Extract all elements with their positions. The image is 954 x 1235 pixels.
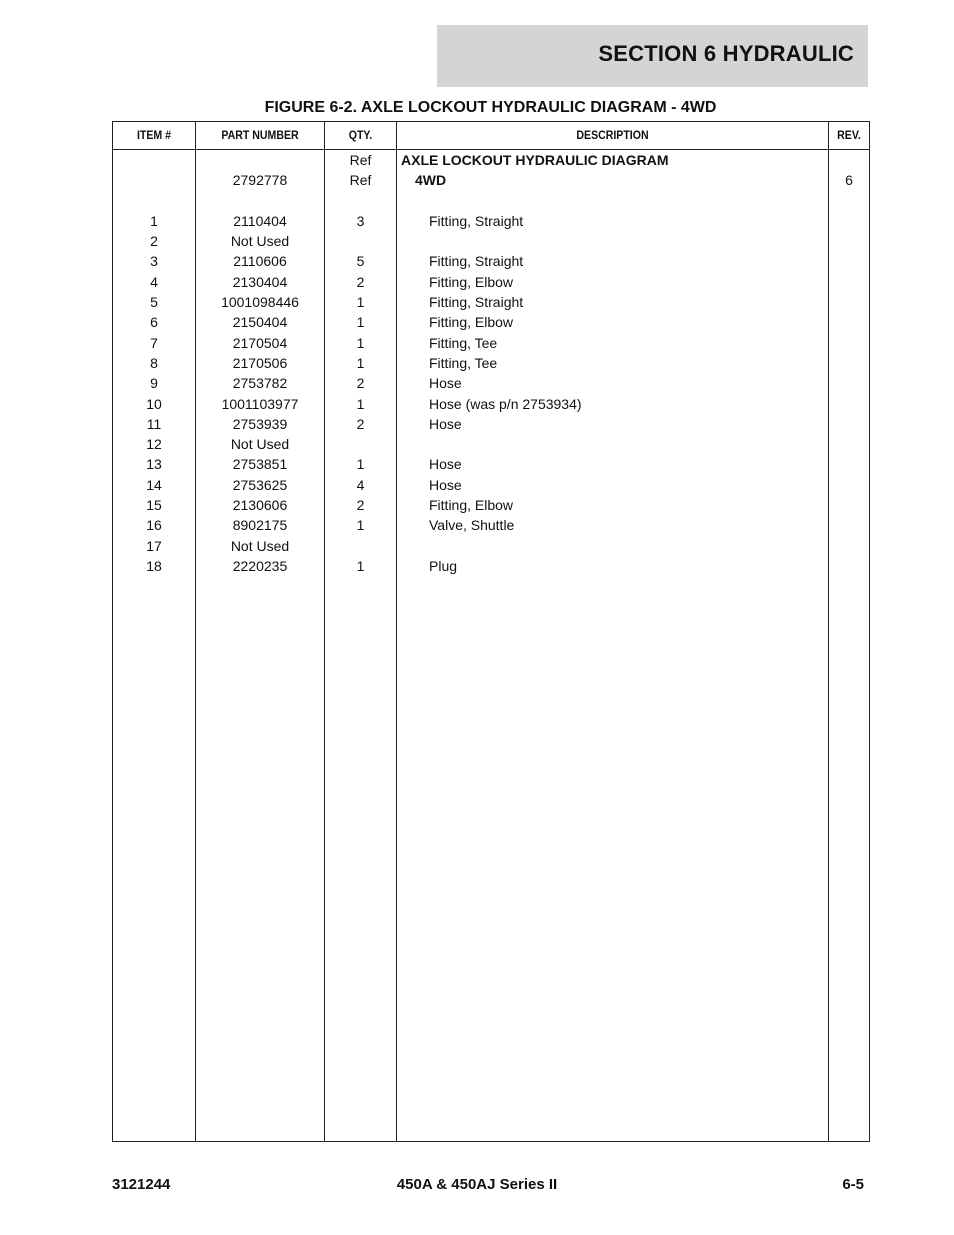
cell-part-number: 2220235 [232, 557, 288, 574]
cell-part-number: 2753939 [232, 415, 288, 432]
table-row [113, 251, 869, 271]
cell-item-number: 15 [146, 497, 162, 514]
cell-quantity: 1 [356, 557, 365, 574]
table-row [113, 292, 869, 312]
cell-part-number: 2753851 [232, 456, 288, 473]
cell-description: 4WD [415, 172, 447, 189]
cell-part-number: 1001103977 [221, 395, 299, 412]
page-number: 6-5 [842, 1176, 864, 1193]
cell-revision [829, 272, 869, 292]
cell-revision [829, 150, 869, 170]
cell-description: Fitting, Elbow [429, 314, 514, 331]
cell-quantity [325, 191, 396, 211]
column-header-part-number: PART NUMBER [221, 128, 299, 142]
section-banner [437, 25, 868, 87]
cell-item-number: 16 [146, 517, 162, 534]
cell-description: Fitting, Straight [429, 294, 524, 311]
cell-description: Fitting, Straight [429, 253, 524, 270]
cell-revision [829, 394, 869, 414]
cell-item-number: 4 [150, 273, 158, 290]
cell-quantity [325, 231, 396, 251]
cell-revision [829, 292, 869, 312]
cell-item-number: 9 [150, 375, 158, 392]
table-row [113, 515, 869, 535]
column-header-qty: QTY. [348, 128, 373, 142]
table-row [113, 434, 869, 454]
cell-revision [829, 556, 869, 576]
cell-description: Fitting, Elbow [429, 497, 514, 514]
cell-item-number: 10 [146, 395, 162, 412]
cell-part-number: 2753782 [232, 375, 288, 392]
table-row [113, 556, 869, 576]
table-row [113, 475, 869, 495]
cell-quantity: 3 [356, 212, 365, 229]
cell-description: AXLE LOCKOUT HYDRAULIC DIAGRAM [401, 152, 669, 168]
cell-part-number: 2792778 [232, 172, 288, 189]
table-row [113, 312, 869, 332]
cell-description [397, 536, 859, 556]
cell-item-number: 17 [146, 537, 162, 554]
table-row [113, 495, 869, 515]
cell-revision: 6 [845, 172, 853, 189]
column-header-description: DESCRIPTION [576, 128, 649, 142]
document-number: 3121244 [112, 1176, 171, 1193]
cell-part-number: 8902175 [232, 517, 288, 534]
cell-description [397, 191, 859, 211]
cell-part-number: 2753625 [232, 476, 288, 493]
table-row [113, 333, 869, 353]
cell-description: Hose [429, 456, 462, 473]
cell-part-number: 2130404 [232, 273, 288, 290]
cell-revision [829, 475, 869, 495]
figure-title: FIGURE 6-2. AXLE LOCKOUT HYDRAULIC DIAGRAM - 4WD [264, 99, 717, 116]
table-row [113, 394, 869, 414]
cell-item-number: 7 [150, 334, 158, 351]
cell-item-number: 18 [146, 557, 162, 574]
cell-description: Hose [429, 415, 462, 432]
cell-revision [829, 251, 869, 271]
cell-description [397, 231, 859, 251]
cell-revision [829, 536, 869, 556]
cell-quantity: 1 [356, 517, 365, 534]
cell-item-number [113, 170, 195, 190]
section-title: SECTION 6 HYDRAULIC [598, 41, 854, 66]
cell-revision [829, 231, 869, 251]
cell-description [397, 434, 859, 454]
cell-revision [829, 211, 869, 231]
table-body [113, 150, 869, 576]
cell-revision [829, 414, 869, 434]
cell-quantity: 2 [356, 497, 365, 514]
cell-description: Hose [429, 476, 462, 493]
cell-item-number [113, 150, 195, 170]
cell-item-number: 3 [150, 253, 158, 270]
cell-revision [829, 333, 869, 353]
cell-quantity: Ref [349, 152, 372, 168]
cell-quantity: 2 [356, 273, 365, 290]
cell-quantity: 5 [356, 253, 365, 270]
cell-description: Valve, Shuttle [429, 517, 515, 534]
cell-part-number: 2170504 [232, 334, 288, 351]
table-row [113, 414, 869, 434]
column-header-rev: REV. [837, 128, 861, 142]
cell-description: Plug [429, 557, 458, 574]
table-row [113, 231, 869, 251]
table-row [113, 272, 869, 292]
cell-quantity: 1 [356, 354, 365, 371]
table-row [113, 373, 869, 393]
cell-quantity [325, 434, 396, 454]
cell-revision [829, 495, 869, 515]
cell-description: Hose (was p/n 2753934) [429, 395, 582, 412]
cell-description: Fitting, Tee [429, 334, 498, 351]
cell-quantity: 1 [356, 334, 365, 351]
column-header-item: ITEM # [136, 128, 172, 142]
cell-quantity: 4 [356, 476, 365, 493]
table-row [113, 150, 869, 170]
cell-quantity: 2 [356, 415, 365, 432]
cell-item-number: 5 [150, 294, 158, 311]
cell-item-number: 8 [150, 354, 158, 371]
model-name: 450A & 450AJ Series II [396, 1176, 558, 1193]
cell-quantity: 1 [356, 294, 365, 311]
cell-item-number [113, 191, 195, 211]
cell-part-number: 2110404 [233, 212, 287, 229]
cell-item-number: 13 [146, 456, 162, 473]
cell-part-number: 2110606 [233, 253, 287, 270]
cell-item-number: 14 [146, 476, 162, 493]
cell-quantity: 2 [356, 375, 365, 392]
cell-revision [829, 373, 869, 393]
cell-quantity: Ref [349, 172, 372, 189]
cell-description: Fitting, Straight [429, 212, 524, 229]
cell-part-number: 1001098446 [221, 294, 299, 311]
cell-description: Fitting, Elbow [429, 273, 514, 290]
cell-item-number: 2 [150, 233, 158, 250]
cell-description: Fitting, Tee [429, 354, 498, 371]
table-row [113, 211, 869, 231]
cell-revision [829, 515, 869, 535]
table-row [113, 454, 869, 474]
cell-part-number: 2130606 [232, 497, 288, 514]
cell-part-number [196, 191, 324, 211]
cell-quantity: 1 [356, 314, 365, 331]
cell-part-number: Not Used [230, 537, 290, 554]
cell-item-number: 11 [146, 415, 162, 432]
cell-item-number: 6 [150, 314, 158, 331]
cell-revision [829, 191, 869, 211]
cell-quantity [325, 536, 396, 556]
cell-part-number: Not Used [230, 233, 290, 250]
cell-description: Hose [429, 375, 462, 392]
cell-part-number: Not Used [230, 436, 290, 453]
cell-quantity: 1 [356, 395, 365, 412]
cell-revision [829, 353, 869, 373]
cell-revision [829, 434, 869, 454]
cell-revision [829, 312, 869, 332]
cell-quantity: 1 [356, 456, 365, 473]
table-row [113, 170, 869, 190]
table-row [113, 536, 869, 556]
cell-part-number: 2150404 [232, 314, 288, 331]
cell-part-number: 2170506 [232, 354, 288, 371]
cell-part-number [196, 150, 324, 170]
cell-revision [829, 454, 869, 474]
cell-item-number: 12 [146, 436, 162, 453]
table-row [113, 191, 869, 211]
table-row [113, 353, 869, 373]
cell-item-number: 1 [150, 212, 158, 229]
parts-table [112, 121, 870, 1142]
